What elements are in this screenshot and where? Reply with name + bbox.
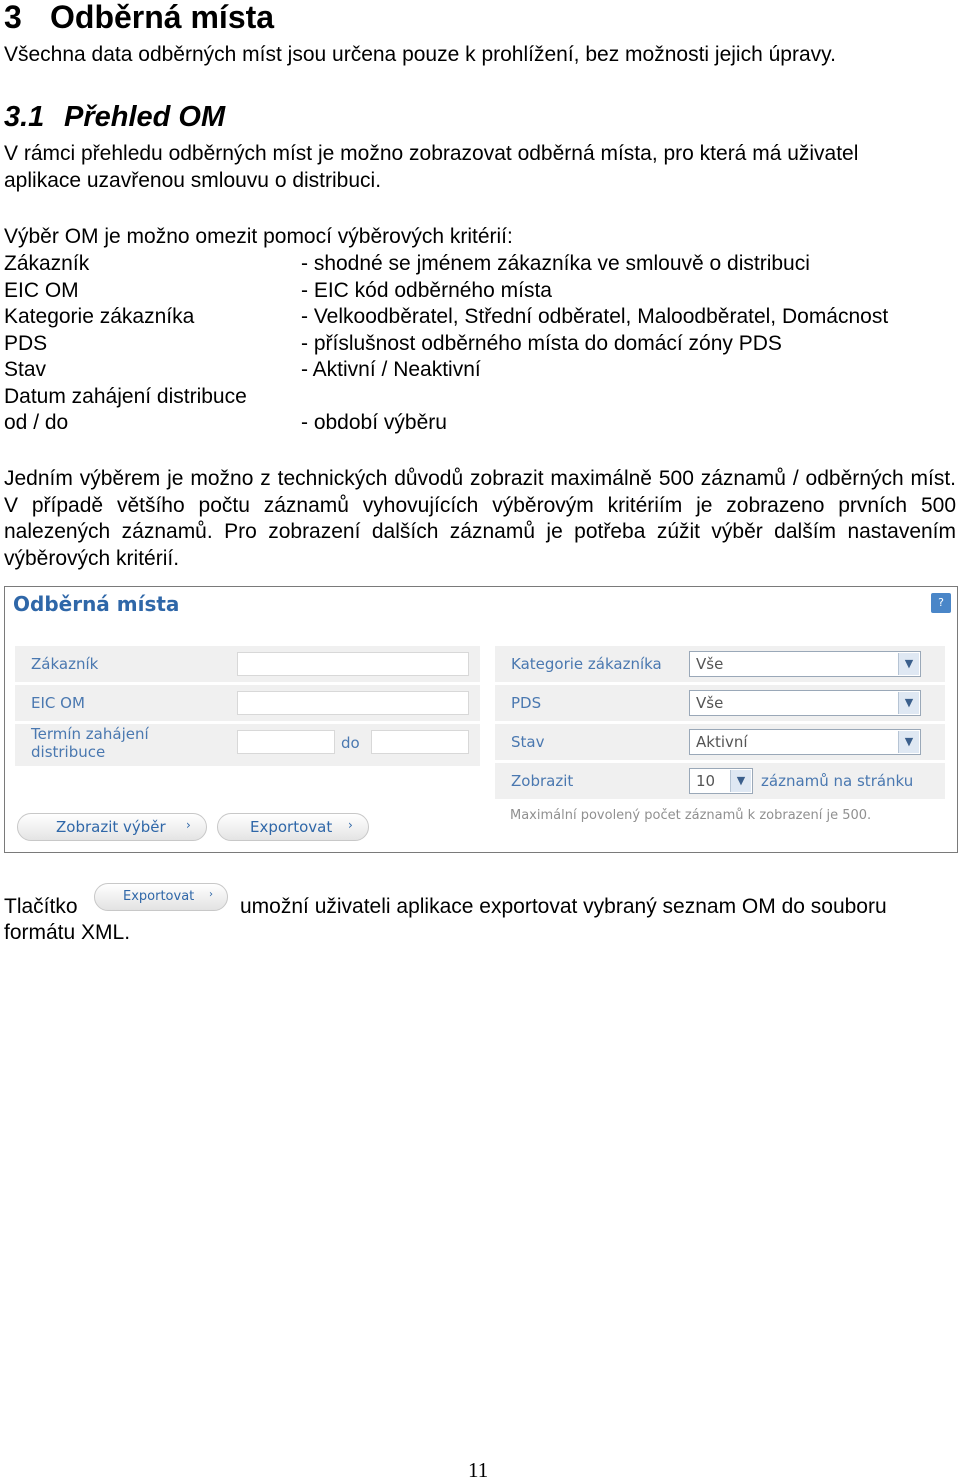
pds-row bbox=[495, 685, 945, 721]
panel-title: Odběrná místa bbox=[13, 592, 180, 616]
category-select[interactable] bbox=[689, 651, 921, 677]
criteria-name: Zákazník bbox=[4, 252, 90, 275]
to-label: do bbox=[341, 734, 360, 752]
customer-row bbox=[15, 646, 480, 682]
help-icon[interactable]: ? bbox=[931, 593, 951, 613]
chevron-right-icon: › bbox=[186, 818, 191, 832]
criteria-name: Kategorie zákazníka bbox=[4, 305, 195, 328]
section-title: Odběrná místa bbox=[50, 0, 275, 35]
subsection-number: 3.1 bbox=[4, 101, 45, 133]
criteria-row bbox=[4, 304, 956, 331]
criteria-name: Stav bbox=[4, 358, 47, 381]
date-from-input[interactable] bbox=[237, 730, 335, 754]
date-to-input[interactable] bbox=[371, 730, 469, 754]
customer-label: Zákazník bbox=[31, 655, 99, 673]
criteria-name: Datum zahájení distribuce bbox=[4, 384, 247, 408]
pds-value: Vše bbox=[696, 694, 724, 712]
export-text-line2: formátu XML. bbox=[4, 921, 131, 944]
page-size-select[interactable] bbox=[689, 768, 753, 794]
criteria-row bbox=[4, 410, 956, 437]
show-selection-label: Zobrazit výběr bbox=[56, 818, 166, 836]
criteria-desc: - Velkoodběratel, Střední odběratel, Maloodběratel, Domácnost bbox=[301, 305, 889, 328]
pds-select[interactable] bbox=[689, 690, 921, 716]
page-size-suffix: záznamů na stránku bbox=[761, 772, 914, 790]
criteria-row bbox=[4, 384, 956, 411]
customer-input[interactable] bbox=[237, 652, 469, 676]
criteria-row bbox=[4, 357, 956, 384]
criteria-name: od / do bbox=[4, 411, 69, 434]
criteria-list bbox=[4, 251, 956, 437]
section-number: 3 bbox=[4, 0, 22, 35]
overview-line-2: aplikace uzavřenou smlouvu o distribuci. bbox=[4, 169, 382, 192]
criteria-desc: - Aktivní / Neaktivní bbox=[301, 358, 481, 381]
export-label: Exportovat bbox=[250, 818, 333, 836]
inline-export-label: Exportovat bbox=[123, 889, 195, 904]
chevron-down-icon: ▼ bbox=[730, 770, 751, 792]
criteria-row bbox=[4, 278, 956, 305]
show-label: Zobrazit bbox=[511, 772, 574, 790]
state-label: Stav bbox=[511, 733, 545, 751]
export-text-before: Tlačítko bbox=[4, 895, 78, 918]
page-number: 11 bbox=[468, 1458, 489, 1482]
intro-text: Všechna data odběrných míst jsou určena pouze k prohlížení, bez možnosti jejich úpravy. bbox=[4, 43, 836, 66]
pds-label: PDS bbox=[511, 694, 542, 712]
category-value: Vše bbox=[696, 655, 724, 673]
criteria-row bbox=[4, 251, 956, 278]
chevron-right-icon: › bbox=[348, 818, 353, 832]
state-row bbox=[495, 724, 945, 760]
criteria-desc: - období výběru bbox=[301, 411, 447, 434]
eic-label: EIC OM bbox=[31, 694, 85, 712]
criteria-desc: - EIC kód odběrného místa bbox=[301, 278, 552, 302]
category-row bbox=[495, 646, 945, 682]
section-heading bbox=[4, 0, 274, 34]
state-select[interactable] bbox=[689, 729, 921, 755]
criteria-desc: - příslušnost odběrného místa do domácí zóny PDS bbox=[301, 331, 782, 355]
overview-line-1: V rámci přehledu odběrných míst je možno zobrazovat odběrná místa, pro která má uživatel bbox=[4, 142, 859, 165]
criteria-name: PDS bbox=[4, 331, 48, 355]
criteria-desc: - shodné se jménem zákazníka ve smlouvě o distribuci bbox=[301, 252, 810, 275]
start-date-row bbox=[15, 724, 480, 766]
eic-row bbox=[15, 685, 480, 721]
max-records-note: Maximální povolený počet záznamů k zobrazení je 500. bbox=[510, 808, 872, 823]
chevron-down-icon: ▼ bbox=[898, 731, 919, 753]
start-date-label-1: Termín zahájení bbox=[31, 725, 149, 743]
criteria-row bbox=[4, 331, 956, 358]
eic-input[interactable] bbox=[237, 691, 469, 715]
category-label: Kategorie zákazníka bbox=[511, 655, 662, 673]
inline-export-button[interactable] bbox=[94, 883, 228, 911]
subsection-title: Přehled OM bbox=[64, 101, 226, 133]
chevron-down-icon: ▼ bbox=[898, 692, 919, 714]
subsection-heading bbox=[4, 100, 225, 134]
page-size-value: 10 bbox=[696, 772, 716, 790]
screenshot-panel bbox=[4, 586, 958, 853]
export-text-after: umožní uživateli aplikace exportovat vybraný seznam OM do souboru bbox=[240, 895, 887, 918]
export-button[interactable] bbox=[217, 813, 369, 841]
chevron-down-icon: ▼ bbox=[898, 653, 919, 675]
criteria-intro: Výběr OM je možno omezit pomocí výběrových kritérií: bbox=[4, 225, 513, 248]
criteria-name: EIC OM bbox=[4, 278, 79, 302]
show-selection-button[interactable] bbox=[17, 813, 207, 841]
chevron-right-icon: › bbox=[209, 889, 213, 900]
state-value: Aktivní bbox=[696, 733, 748, 751]
page-size-row bbox=[495, 763, 945, 799]
start-date-label-2: distribuce bbox=[31, 743, 106, 761]
limit-paragraph: Jedním výběrem je možno z technických důvodů zobrazit maximálně 500 záznamů / odběrných míst. V případě většího počtu záznamů vyhovujících výběrovým kritériím je zobrazeno prvních 500 nalezených záznamů. Pro zobrazení dalších záznamů je potřeba zúžit výběr dalším nastavením výběrových kritérií. bbox=[4, 467, 956, 570]
